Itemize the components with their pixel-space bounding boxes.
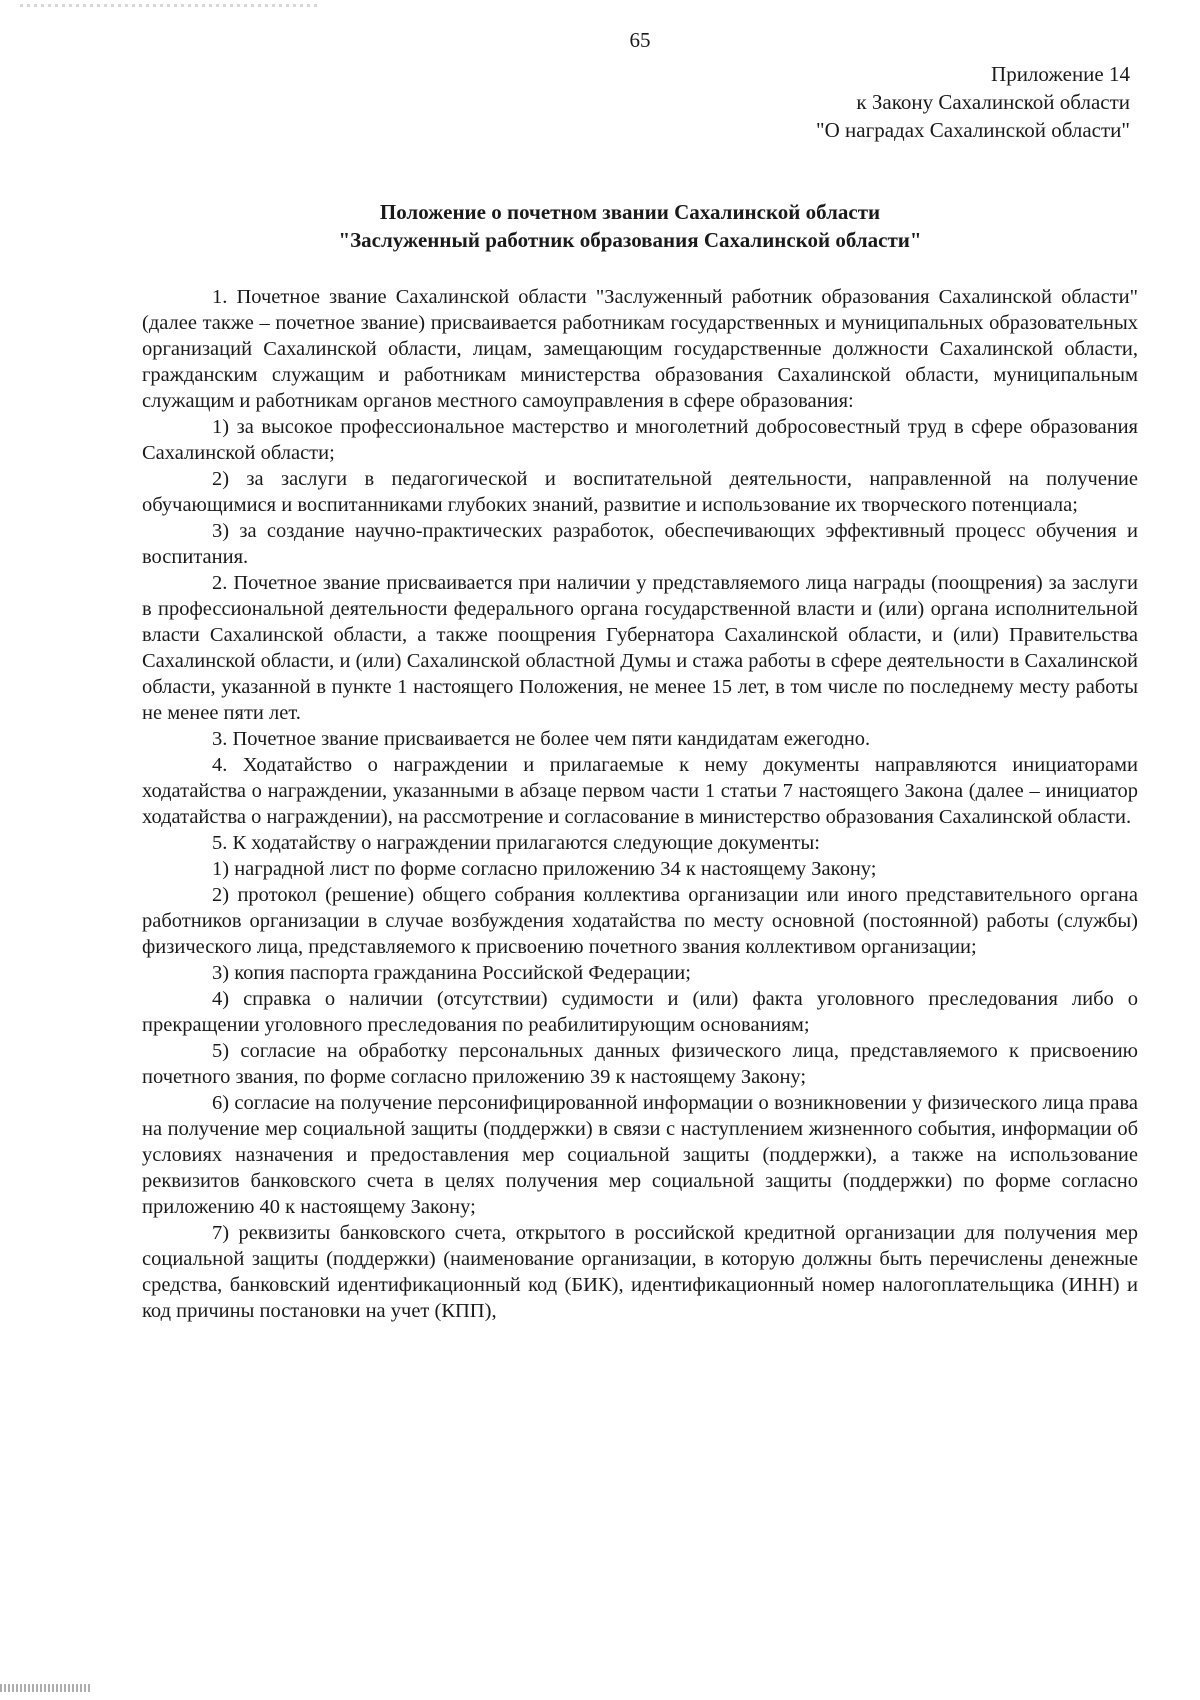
appendix-header: [816, 60, 1130, 144]
paragraph: 7) реквизиты банковского счета, открытого в российской кредитной организации для получения мер социальной защиты (поддержки) (наименование организации, в которую должны быть перечислены денежные средства, банковский идентификационный код (БИК), идентификационный номер налогоплательщика (ИНН) и код причины постановки на учет (КПП),: [142, 1222, 1138, 1322]
page-number: 65: [629, 28, 651, 52]
paragraph: 2. Почетное звание присваивается при наличии у представляемого лица награды (поощрения) за заслуги в профессиональной деятельности федерального органа государственной власти и (или) органа исполнительной власти Сахалинской области, а также поощрения Губернатора Сахалинской области, и (или) Правительства Сахалинской области, и (или) Сахалинской областной Думы и стажа работы в сфере деятельности в Сахалинской области, указанной в пункте 1 настоящего Положения, не менее 15 лет, в том числе по последнему месту работы не менее пяти лет.: [142, 572, 1138, 724]
title-line: "Заслуженный работник образования Сахалинской области": [338, 228, 922, 252]
paragraph: 1) наградной лист по форме согласно приложению 34 к настоящему Закону;: [212, 858, 877, 880]
paragraph: 3. Почетное звание присваивается не более чем пяти кандидатам ежегодно.: [212, 728, 871, 750]
document-title: [0, 198, 1200, 254]
paragraph: 6) согласие на получение персонифицированной информации о возникновении у физического лица права на получение мер социальной защиты (поддержки) в связи с наступлением жизненного события, информации об условиях назначения и предоставления мер социальной защиты (поддержки), а также на использование реквизитов банковского счета в целях получения мер социальной защиты (поддержки) по форме согласно приложению 40 к настоящему Закону;: [142, 1092, 1138, 1218]
appendix-line: Приложение 14: [991, 62, 1130, 86]
paragraph: 3) за создание научно-практических разработок, обеспечивающих эффективный процесс обучения и воспитания.: [142, 520, 1138, 568]
appendix-line: к Закону Сахалинской области: [856, 90, 1130, 114]
paragraph: 2) за заслуги в педагогической и воспитательной деятельности, направленной на получение обучающимися и воспитанниками глубоких знаний, развитие и использование их творческого потенциала;: [142, 468, 1138, 516]
paragraph: 1) за высокое профессиональное мастерство и многолетний добросовестный труд в сфере образования Сахалинской области;: [142, 416, 1138, 464]
paragraph: 2) протокол (решение) общего собрания коллектива организации или иного представительного органа работников организации в случае возбуждения ходатайства по месту основной (постоянной) работы (службы) физического лица, представляемого к присвоению почетного звания коллективом организации;: [142, 884, 1138, 958]
title-line: Положение о почетном звании Сахалинской области: [379, 200, 881, 224]
paragraph: 4) справка о наличии (отсутствии) судимости и (или) факта уголовного преследования либо о прекращении уголовного преследования по реабилитирующим основаниям;: [142, 988, 1138, 1036]
paragraph: 5) согласие на обработку персональных данных физического лица, представляемого к присвоению почетного звания, по форме согласно приложению 39 к настоящему Закону;: [142, 1040, 1138, 1088]
scan-artifact: [20, 4, 320, 7]
paragraph: 3) копия паспорта гражданина Российской Федерации;: [212, 962, 691, 984]
paragraph: 5. К ходатайству о награждении прилагаются следующие документы:: [212, 832, 820, 854]
paragraph: 4. Ходатайство о награждении и прилагаемые к нему документы направляются инициаторами ходатайства о награждении, указанными в абзаце первом части 1 статьи 7 настоящего Закона (далее – инициатор ходатайства о награждении), на рассмотрение и согласование в министерство образования Сахалинской области.: [142, 754, 1138, 828]
paragraph: 1. Почетное звание Сахалинской области "Заслуженный работник образования Сахалинской области" (далее также – почетное звание) присваивается работникам государственных и муниципальных образовательных организаций Сахалинской области, лицам, замещающим государственные должности Сахалинской области, гражданским служащим и работникам министерства образования Сахалинской области, муниципальным служащим и работникам органов местного самоуправления в сфере образования:: [142, 286, 1138, 412]
scan-artifact: [0, 1684, 90, 1692]
appendix-line: "О наградах Сахалинской области": [816, 118, 1130, 142]
document-body: [142, 284, 1138, 1324]
